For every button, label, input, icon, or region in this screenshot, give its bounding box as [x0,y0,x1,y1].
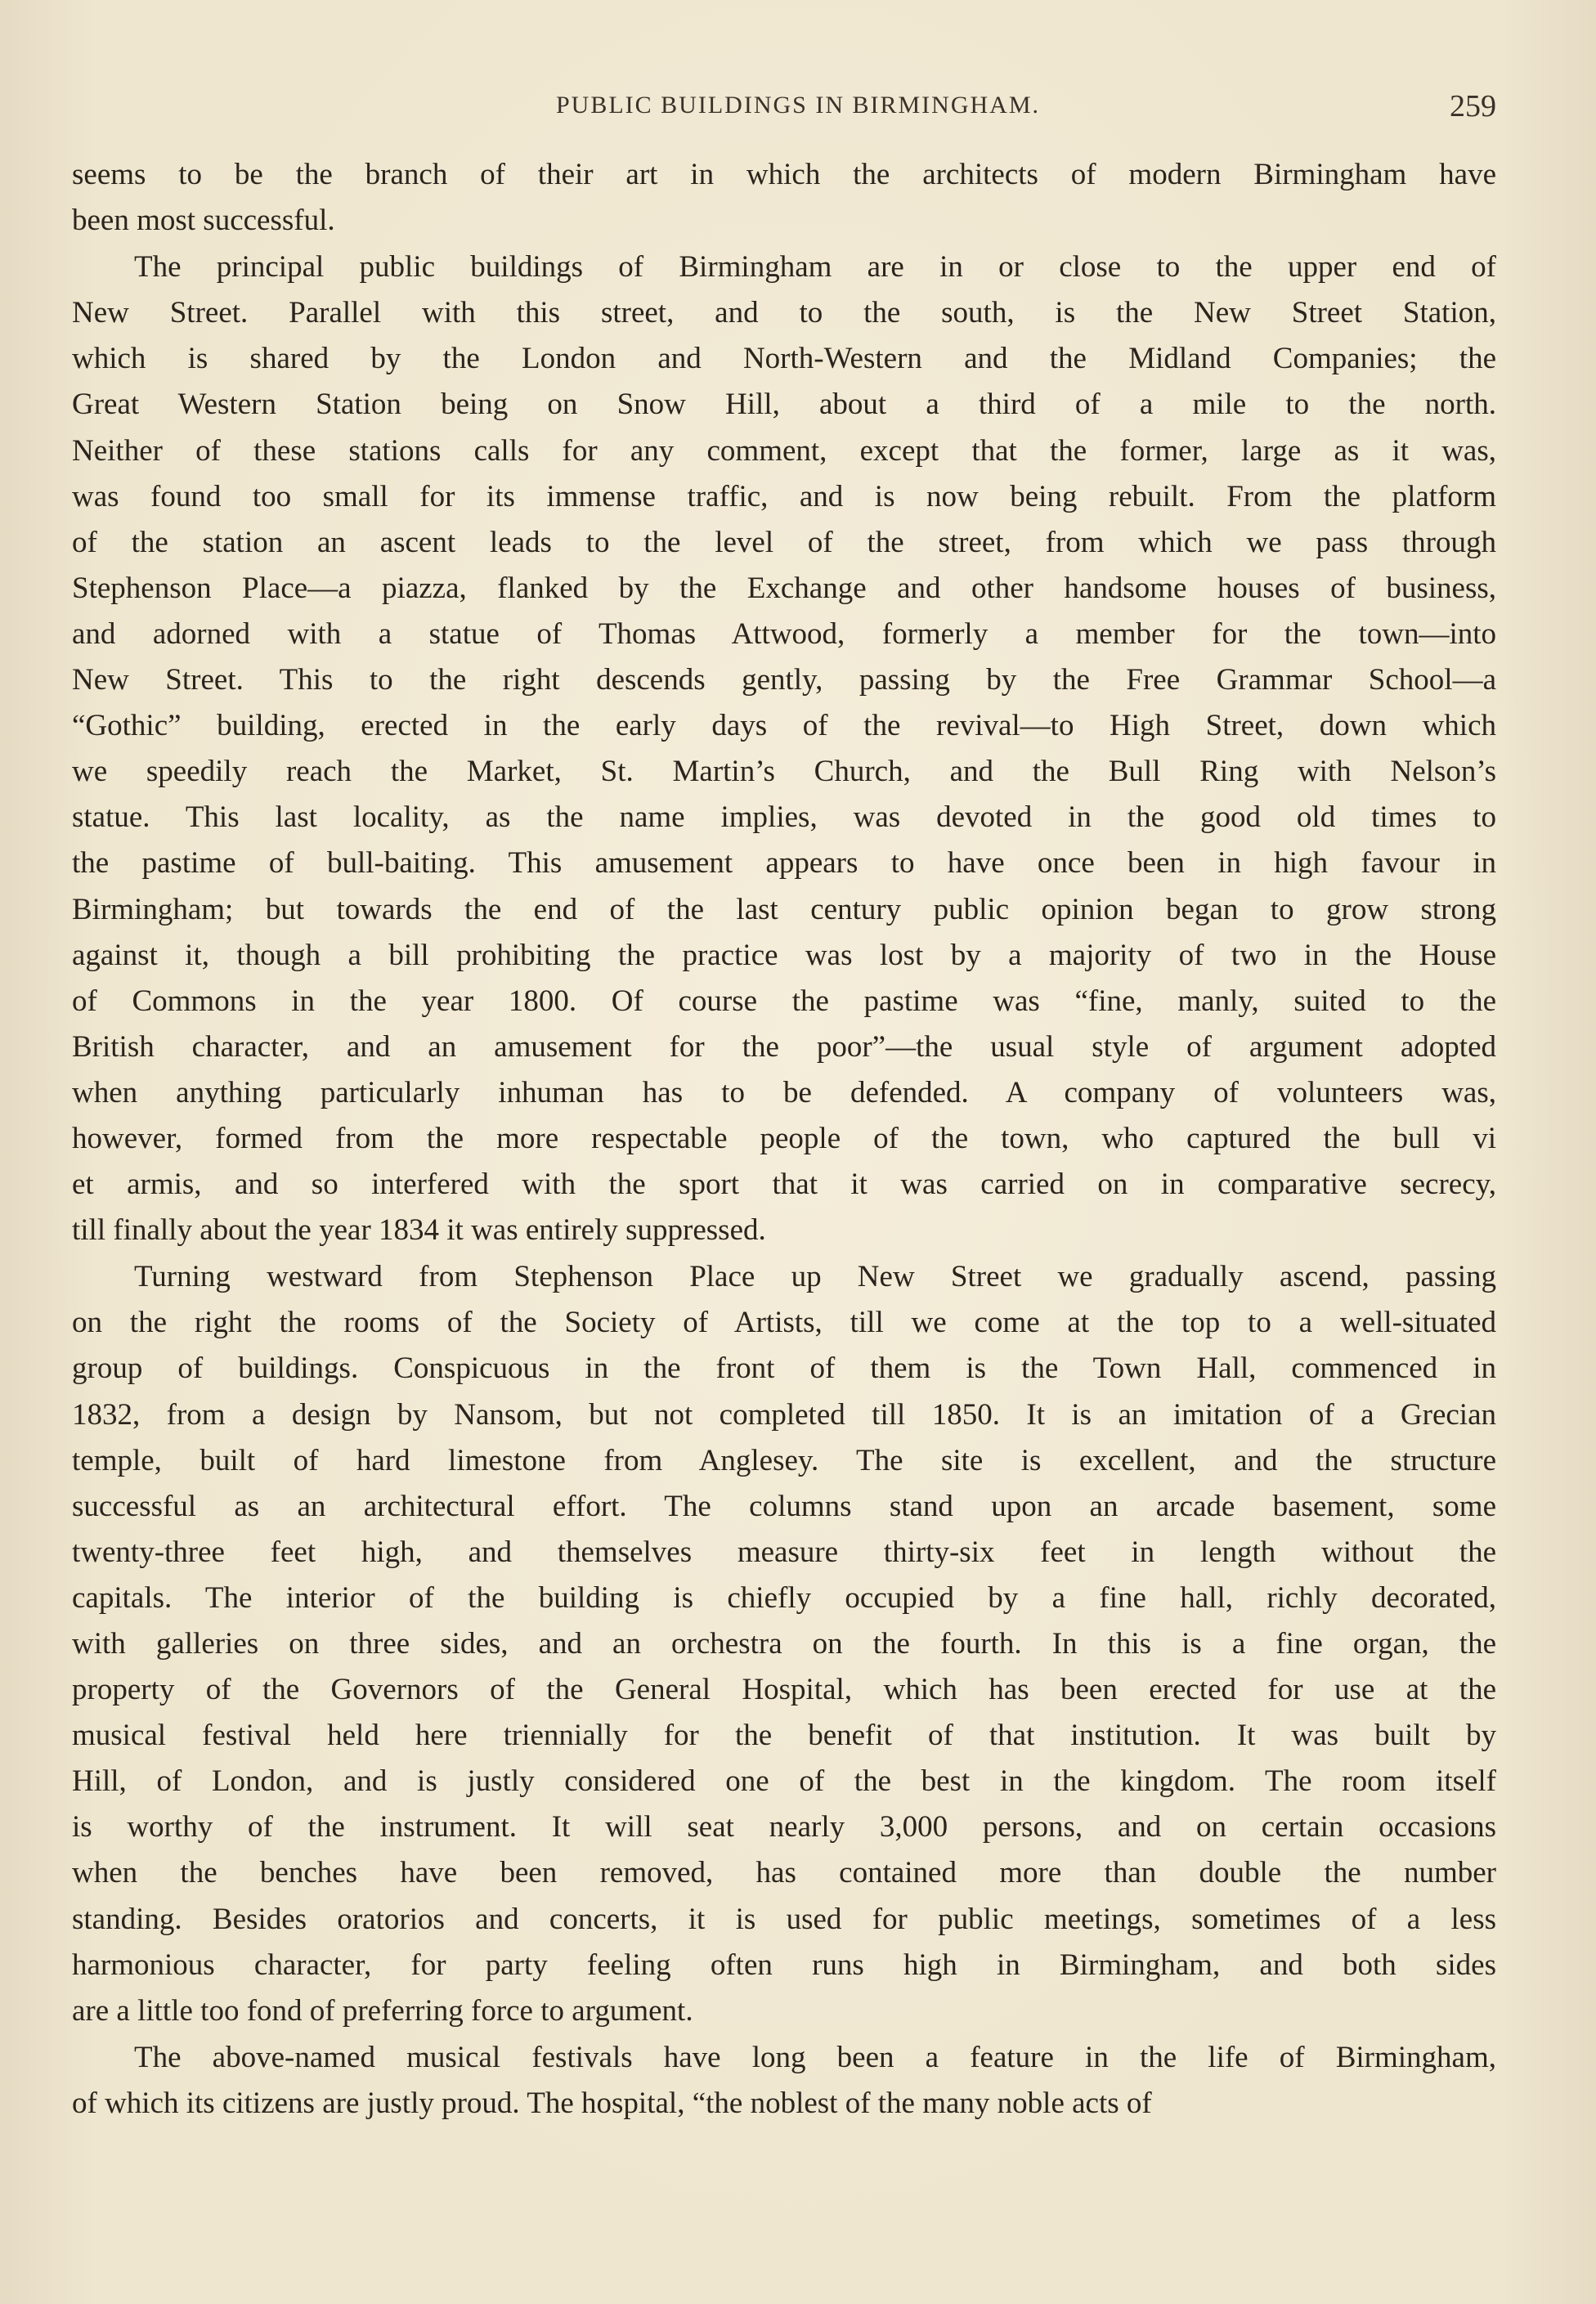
text-line: which is shared by the London and North-Western and the Midland Companies; the [72,342,1496,376]
text-line: group of buildings. Conspicuous in the front of them is the Town Hall, commenced in [72,1351,1496,1386]
text-line: we speedily reach the Market, St. Martin’s Church, and the Bull Ring with Nelson’s [72,755,1496,789]
text-line: Great Western Station being on Snow Hill, about a third of a mile to the north. [72,388,1496,422]
text-line: twenty-three feet high, and themselves measure thirty-six feet in length without the [72,1535,1496,1569]
running-head-title: PUBLIC BUILDINGS IN BIRMINGHAM. [555,92,1040,119]
text-line: of Commons in the year 1800. Of course the pastime was “fine, manly, suited to the [72,984,1496,1018]
text-line: statue. This last locality, as the name implies, was devoted in the good old times to [72,800,1496,835]
text-line: standing. Besides oratorios and concerts, it is used for public meetings, sometimes of a less [72,1902,1496,1936]
page-number: 259 [1450,89,1496,123]
text-line: is worthy of the instrument. It will seat nearly 3,000 persons, and on certain occasions [72,1810,1496,1845]
paragraph [72,244,1496,1253]
body-text [72,152,1496,2127]
text-line: was found too small for its immense traffic, and is now being rebuilt. From the platform [72,479,1496,513]
text-line: “Gothic” building, erected in the early days of the revival—to High Street, down which [72,709,1496,743]
text-line: however, formed from the more respectable people of the town, who captured the bull vi [72,1121,1496,1155]
text-line: temple, built of hard limestone from Anglesey. The site is excellent, and the structure [72,1443,1496,1477]
text-line: against it, though a bill prohibiting the practice was lost by a majority of two in the House [72,938,1496,972]
paragraph [72,1254,1496,2034]
text-line: Neither of these stations calls for any comment, except that the former, large as it was, [72,433,1496,468]
text-line: seems to be the branch of their art in which the architects of modern Birmingham have [72,158,1496,191]
text-line: The above-named musical festivals have long been a feature in the life of Birmingham, [134,2040,1496,2074]
text-line: on the right the rooms of the Society of Artists, till we come at the top to a well-situated [72,1306,1496,1340]
text-line: Birmingham; but towards the end of the last century public opinion began to grow strong [72,892,1496,926]
running-head [0,88,1596,126]
text-line: capitals. The interior of the building is chiefly occupied by a fine hall, richly decorated, [72,1580,1496,1615]
paragraph [72,152,1496,244]
text-line: of which its citizens are justly proud. The hospital, “the noblest of the many noble acts of [72,2086,1152,2120]
text-line: harmonious character, for party feeling often runs high in Birmingham, and both sides [72,1948,1496,1982]
text-line: 1832, from a design by Nansom, but not completed till 1850. It is an imitation of a Grecian [72,1397,1496,1432]
text-line: property of the Governors of the General Hospital, which has been erected for use at the [72,1673,1496,1707]
text-line: Hill, of London, and is justly considered one of the best in the kingdom. The room itself [72,1764,1496,1799]
paragraph [72,2035,1496,2127]
text-line: successful as an architectural effort. The columns stand upon an arcade basement, some [72,1489,1496,1523]
text-line: till finally about the year 1834 it was entirely suppressed. [72,1213,766,1248]
text-line: of the station an ascent leads to the level of the street, from which we pass through [72,525,1496,559]
text-line: British character, and an amusement for the poor”—the usual style of argument adopted [72,1029,1496,1064]
text-line: New Street. This to the right descends gently, passing by the Free Grammar School—a [72,663,1496,697]
text-line: Turning westward from Stephenson Place up New Street we gradually ascend, passing [134,1260,1496,1294]
text-line: with galleries on three sides, and an orchestra on the fourth. In this is a fine organ, the [72,1627,1496,1661]
text-line: when the benches have been removed, has contained more than double the number [72,1856,1496,1890]
text-line: The principal public buildings of Birmingham are in or close to the upper end of [134,250,1496,285]
text-line: Stephenson Place—a piazza, flanked by the Exchange and other handsome houses of business, [72,571,1496,605]
text-line: are a little too fond of preferring force to argument. [72,1993,693,2028]
text-line: musical festival held here triennially for the benefit of that institution. It was built by [72,1719,1496,1753]
text-line: et armis, and so interfered with the sport that it was carried on in comparative secrecy, [72,1168,1496,1202]
text-line: and adorned with a statue of Thomas Attwood, formerly a member for the town—into [72,616,1496,651]
text-line: the pastime of bull-baiting. This amusement appears to have once been in high favour in [72,846,1496,881]
text-line: been most successful. [72,204,335,238]
text-line: when anything particularly inhuman has to be defended. A company of volunteers was, [72,1075,1496,1109]
text-line: New Street. Parallel with this street, and to the south, is the New Street Station, [72,296,1496,330]
